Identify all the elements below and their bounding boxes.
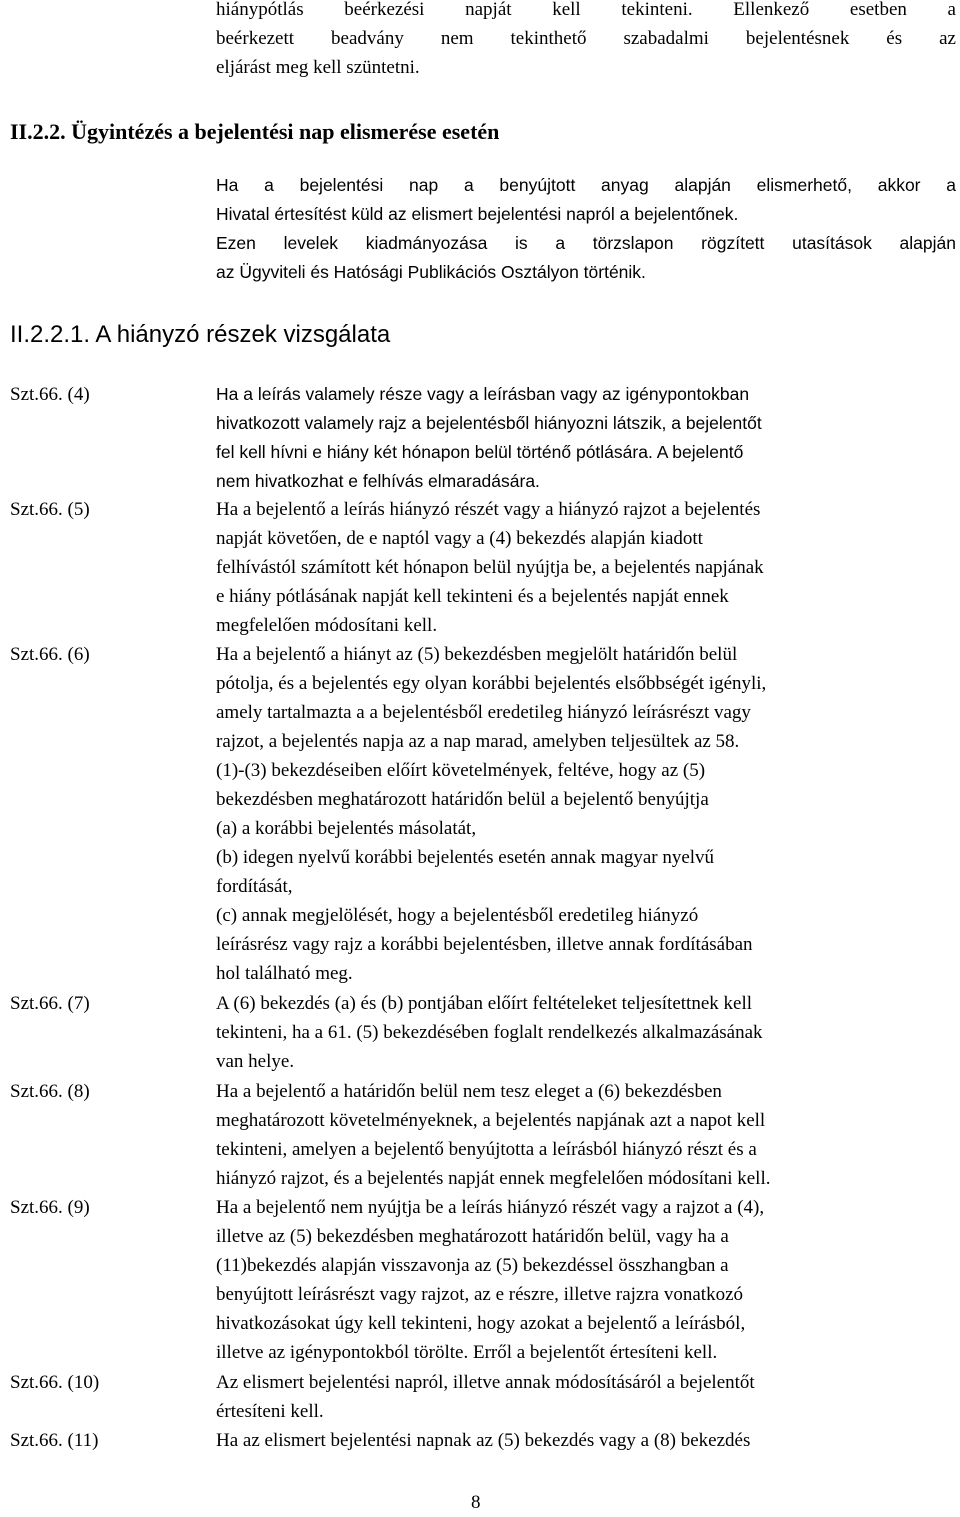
text-line: hivatkozásokat úgy kell tekinteni, hogy azokat a bejelentő a leírásból, <box>216 1313 746 1334</box>
provision-ref: Szt.66. (6) <box>10 644 90 665</box>
section-heading: II.2.2. Ügyintézés a bejelentési nap elismerése esetén <box>10 119 500 144</box>
text-line: rajzot, a bejelentés napja az a nap marad, amelyben teljesültek az 58. <box>216 731 740 752</box>
provision-ref: Szt.66. (4) <box>10 384 90 405</box>
text-line: Ha a bejelentő nem nyújtja be a leírás hiányzó részét vagy a rajzot a (4), <box>216 1197 765 1218</box>
text-line: Ezen levelek kiadmányozása is a törzslapon rögzített utasítások alapján <box>216 233 956 253</box>
text-line: hivatkozott valamely rajz a bejelentésből hiányozni látszik, a bejelentőt <box>216 413 762 433</box>
text-line: pótolja, és a bejelentés egy olyan korábbi bejelentés elsőbbségét igényli, <box>216 673 767 694</box>
text-line: Ha a leírás valamely része vagy a leírásban vagy az igénypontokban <box>216 384 750 404</box>
text-line: (11)bekezdés alapján visszavonja az (5) bekezdéssel összhangban a <box>216 1255 729 1276</box>
provision-ref: Szt.66. (5) <box>10 499 90 520</box>
text-line: (c) annak megjelölését, hogy a bejelentésből eredetileg hiányzó <box>216 905 699 926</box>
text-line: értesíteni kell. <box>216 1401 324 1422</box>
text-line: amely tartalmazta a a bejelentésből eredetileg hiányzó leírásrészt vagy <box>216 702 751 723</box>
text-line: Ha a bejelentési nap a benyújtott anyag alapján elismerhető, akkor a <box>216 175 956 195</box>
text-line: beérkezett beadvány nem tekinthető szabadalmi bejelentésnek és az <box>216 28 956 49</box>
text-line: eljárást meg kell szüntetni. <box>216 57 420 78</box>
text-line: (1)-(3) bekezdéseiben előírt követelmények, feltéve, hogy az (5) <box>216 760 706 781</box>
text-line: (a) a korábbi bejelentés másolatát, <box>216 818 477 839</box>
text-line: hiánypótlás beérkezési napját kell tekinteni. Ellenkező esetben a <box>216 0 956 20</box>
provision-text <box>216 495 956 640</box>
text-line: leírásrész vagy rajz a korábbi bejelentésben, illetve annak fordításában <box>216 934 753 955</box>
text-line: megfelelően módosítani kell. <box>216 615 438 636</box>
text-line: napját követően, de e naptól vagy a (4) bekezdés alapján kiadott <box>216 528 703 549</box>
text-line: meghatározott követelményeknek, a bejelentés napjának azt a napot kell <box>216 1110 766 1131</box>
text-line: Ha a bejelentő a leírás hiányzó részét vagy a hiányzó rajzot a bejelentés <box>216 499 761 520</box>
page-number: 8 <box>471 1492 481 1513</box>
provision-ref: Szt.66. (7) <box>10 993 90 1014</box>
text-line: e hiány pótlásának napját kell tekinteni és a bejelentés napját ennek <box>216 586 729 607</box>
provision-text <box>216 1426 956 1455</box>
provision-text <box>216 1368 956 1426</box>
text-line: bekezdésben meghatározott határidőn belül a bejelentő benyújtja <box>216 789 709 810</box>
text-line: hiányzó rajzot, és a bejelentés napját ennek megfelelően módosítani kell. <box>216 1168 771 1189</box>
text-line: A (6) bekezdés (a) és (b) pontjában előírt feltételeket teljesítettnek kell <box>216 993 752 1014</box>
text-line: illetve az igénypontokból törölte. Erről a bejelentőt értesíteni kell. <box>216 1342 718 1363</box>
text-line: felhívástól számított két hónapon belül nyújtja be, a bejelentés napjának <box>216 557 764 578</box>
text-line: fel kell hívni e hiány két hónapon belül történő pótlására. A bejelentő <box>216 442 744 462</box>
provision-text <box>216 640 956 988</box>
provision-ref: Szt.66. (11) <box>10 1430 99 1451</box>
text-line: hol található meg. <box>216 963 353 984</box>
provision-ref: Szt.66. (9) <box>10 1197 90 1218</box>
provision-text <box>216 989 956 1076</box>
text-line: Ha a bejelentő a határidőn belül nem tesz eleget a (6) bekezdésben <box>216 1081 722 1102</box>
provision-ref: Szt.66. (10) <box>10 1372 100 1393</box>
text-line: illetve az (5) bekezdésben meghatározott határidőn belül, vagy ha a <box>216 1226 729 1247</box>
subsection-heading: II.2.2.1. A hiányzó részek vizsgálata <box>10 321 391 348</box>
text-line: benyújtott leírásrészt vagy rajzot, az e részre, illetve rajzra vonatkozó <box>216 1284 743 1305</box>
text-line: nem hivatkozhat e felhívás elmaradására. <box>216 471 540 491</box>
top-paragraph <box>216 0 956 82</box>
text-line: tekinteni, ha a 61. (5) bekezdésében foglalt rendelkezés alkalmazásának <box>216 1022 763 1043</box>
text-line: az Ügyviteli és Hatósági Publikációs Osztályon történik. <box>216 262 646 282</box>
text-line: Az elismert bejelentési napról, illetve annak módosításáról a bejelentőt <box>216 1372 755 1393</box>
provision-ref: Szt.66. (8) <box>10 1081 90 1102</box>
text-line: van helye. <box>216 1051 295 1072</box>
text-line: Ha az elismert bejelentési napnak az (5) bekezdés vagy a (8) bekezdés <box>216 1430 751 1451</box>
provision-text <box>216 1077 956 1193</box>
text-line: Hivatal értesítést küld az elismert bejelentési napról a bejelentőnek. <box>216 204 739 224</box>
section-paragraph <box>216 171 956 287</box>
provision-text <box>216 1193 956 1367</box>
text-line: (b) idegen nyelvű korábbi bejelentés esetén annak magyar nyelvű <box>216 847 715 868</box>
text-line: tekinteni, amelyen a bejelentő benyújtotta a leírásból hiányzó részt és a <box>216 1139 757 1160</box>
text-line: fordítását, <box>216 876 293 897</box>
provision-text <box>216 380 956 496</box>
text-line: Ha a bejelentő a hiányt az (5) bekezdésben megjelölt határidőn belül <box>216 644 738 665</box>
